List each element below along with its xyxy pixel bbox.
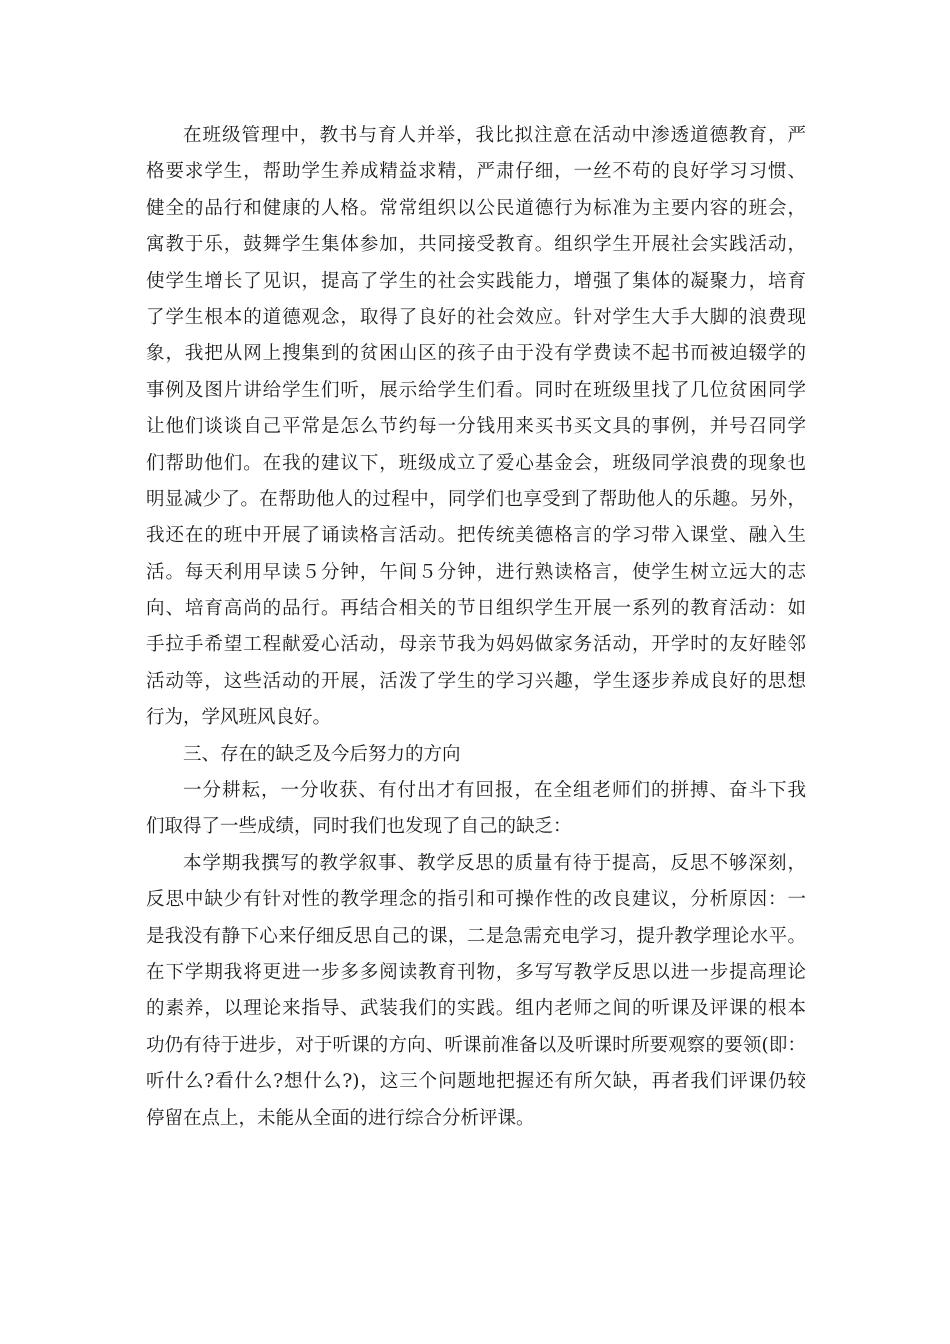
text-line: 我还在的班中开展了诵读格言活动。把传统美德格言的学习带入课堂、融入生 bbox=[146, 525, 806, 547]
text-line: 本学期我撰写的教学叙事、教学反思的质量有待于提高，反思不够深刻， bbox=[183, 852, 806, 874]
text-line: 是我没有静下心来仔细反思自己的课，二是急需充电学习，提升教学理论水平。 bbox=[146, 925, 806, 947]
text-line: 活。每天利用早读５分钟，午间５分钟，进行熟读格言，使学生树立远大的志 bbox=[146, 561, 806, 583]
text-line: 健全的品行和健康的人格。常常组织以公民道德行为标准为主要内容的班会， bbox=[146, 197, 806, 219]
text-line: 们取得了一些成绩，同时我们也发现了自己的缺乏： bbox=[146, 816, 572, 838]
text-line: 使学生增长了见识，提高了学生的社会实践能力，增强了集体的凝聚力，培育 bbox=[146, 270, 806, 292]
text-line: 行为，学风班风良好。 bbox=[146, 707, 332, 729]
text-line: 手拉手希望工程献爱心活动，母亲节我为妈妈做家务活动，开学时的友好睦邻 bbox=[146, 634, 806, 656]
text-line: 功仍有待于进步，对于听课的方向、听课前准备以及听课时所要观察的要领(即： bbox=[146, 1034, 806, 1056]
text-line: 在下学期我将更进一步多多阅读教育刊物，多写写教学反思以进一步提高理论 bbox=[146, 961, 806, 983]
text-line: 们帮助他们。在我的建议下，班级成立了爱心基金会，班级同学浪费的现象也 bbox=[146, 452, 806, 474]
text-line: 象，我把从网上搜集到的贫困山区的孩子由于没有学费读不起书而被迫辍学的 bbox=[146, 343, 806, 365]
text-line: 明显减少了。在帮助他人的过程中，同学们也享受到了帮助他人的乐趣。另外， bbox=[146, 488, 806, 510]
text-line: 反思中缺少有针对性的教学理念的指引和可操作性的改良建议，分析原因：一 bbox=[146, 889, 806, 911]
text-line: 一分耕耘，一分收获、有付出才有回报，在全组老师们的拼搏、奋斗下我 bbox=[183, 780, 806, 802]
text-line: 让他们谈谈自己平常是怎么节约每一分钱用来买书买文具的事例，并号召同学 bbox=[146, 416, 806, 438]
text-line: 寓教于乐，鼓舞学生集体参加，共同接受教育。组织学生开展社会实践活动， bbox=[146, 234, 806, 256]
text-line: 格要求学生，帮助学生养成精益求精，严肃仔细，一丝不苟的良好学习习惯、 bbox=[146, 161, 806, 183]
text-line: 向、培育高尚的品行。再结合相关的节日组织学生开展一系列的教育活动：如 bbox=[146, 598, 806, 620]
text-line: 三、存在的缺乏及今后努力的方向 bbox=[183, 743, 461, 765]
text-line: 在班级管理中，教书与育人并举，我比拟注意在活动中渗透道德教育，严 bbox=[183, 125, 806, 146]
text-line: 听什么?看什么?想什么?)，这三个问题地把握还有所欠缺，再者我们评课仍较 bbox=[146, 1071, 806, 1093]
text-line: 活动等，这些活动的开展，活泼了学生的学习兴趣，学生逐步养成良好的思想 bbox=[146, 670, 806, 692]
text-line: 停留在点上，未能从全面的进行综合分析评课。 bbox=[146, 1107, 535, 1129]
text-line: 了学生根本的道德观念，取得了良好的社会效应。针对学生大手大脚的浪费现 bbox=[146, 306, 806, 328]
document-body bbox=[146, 118, 806, 1137]
text-line: 事例及图片讲给学生们听，展示给学生们看。同时在班级里找了几位贫困同学 bbox=[146, 379, 806, 401]
text-line: 的素养，以理论来指导、武装我们的实践。组内老师之间的听课及评课的根本 bbox=[146, 998, 806, 1020]
